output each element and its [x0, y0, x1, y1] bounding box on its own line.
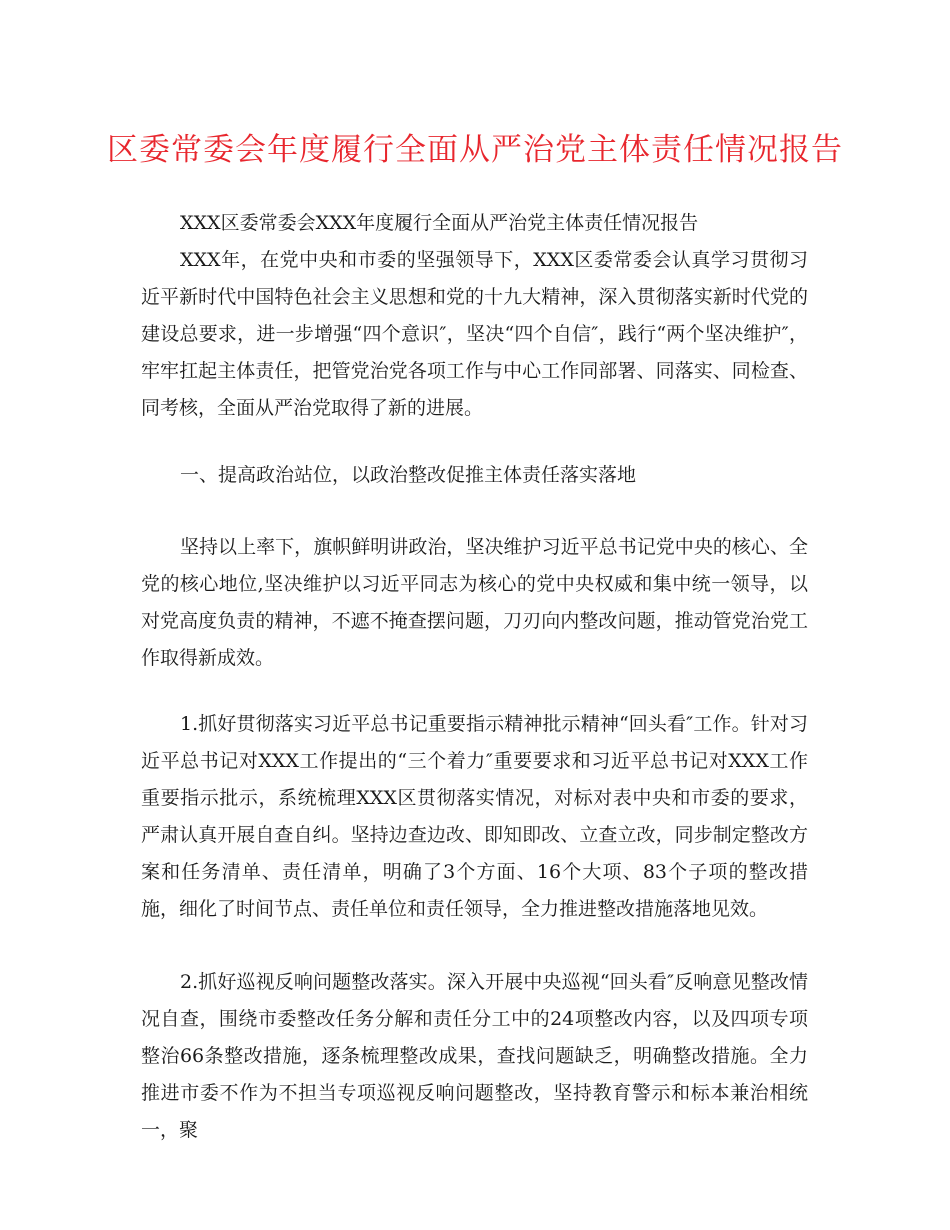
section-heading-1: 一、提高政治站位，以政治整改促推主体责任落实落地 — [180, 464, 637, 486]
report-subtitle: XXX区委常委会XXX年度履行全面从严治党主体责任情况报告 — [180, 212, 699, 234]
document-title: 区委常委会年度履行全面从严治党主体责任情况报告 — [107, 132, 843, 168]
section-1-paragraph: 坚持以上率下，旗帜鲜明讲政治，坚决维护习近平总书记党中央的核心、全党的核心地位,坚决维护以习近平同志为核心的党中央权威和集中统一领导，以对党高度负责的精神，不遮不掩查摆问题，刀刃向内整改问题，推动管党治党工作取得新成效。 — [141, 536, 808, 669]
item-2-paragraph: 2.抓好巡视反响问题整改落实。深入开展中央巡视“回头看″反响意见整改情况自查，围绕市委整改任务分解和责任分工中的24项整改内容，以及四项专项整治66条整改措施，逐条梳理整改成果，查找问题缺乏，明确整改措施。全力推进市委不作为不担当专项巡视反响问题整改，坚持教育警示和标本兼治相统一，聚 — [141, 971, 808, 1141]
intro-paragraph: XXX年，在党中央和市委的坚强领导下，XXX区委常委会认真学习贯彻习近平新时代中国特色社会主义思想和党的十九大精神，深入贯彻落实新时代党的建设总要求，进一步增强“四个意识″，坚决“四个自信″，践行“两个坚决维护″，牢牢扛起主体责任，把管党治党各项工作与中心工作同部署、同落实、同检查、同考核，全面从严治党取得了新的进展。 — [141, 249, 808, 419]
item-1-paragraph: 1.抓好贯彻落实习近平总书记重要指示精神批示精神“回头看″工作。针对习近平总书记对XXX工作提出的“三个着力″重要要求和习近平总书记对XXX工作重要指示批示，系统梳理XXX区贯彻落实情况，对标对表中央和市委的要求，严肃认真开展自查自纠。坚持边查边改、即知即改、立查立改，同步制定整改方案和任务清单、责任清单，明确了3个方面、16个大项、83个子项的整改措施，细化了时间节点、责任单位和责任领导，全力推进整改措施落地见效。 — [141, 713, 808, 920]
